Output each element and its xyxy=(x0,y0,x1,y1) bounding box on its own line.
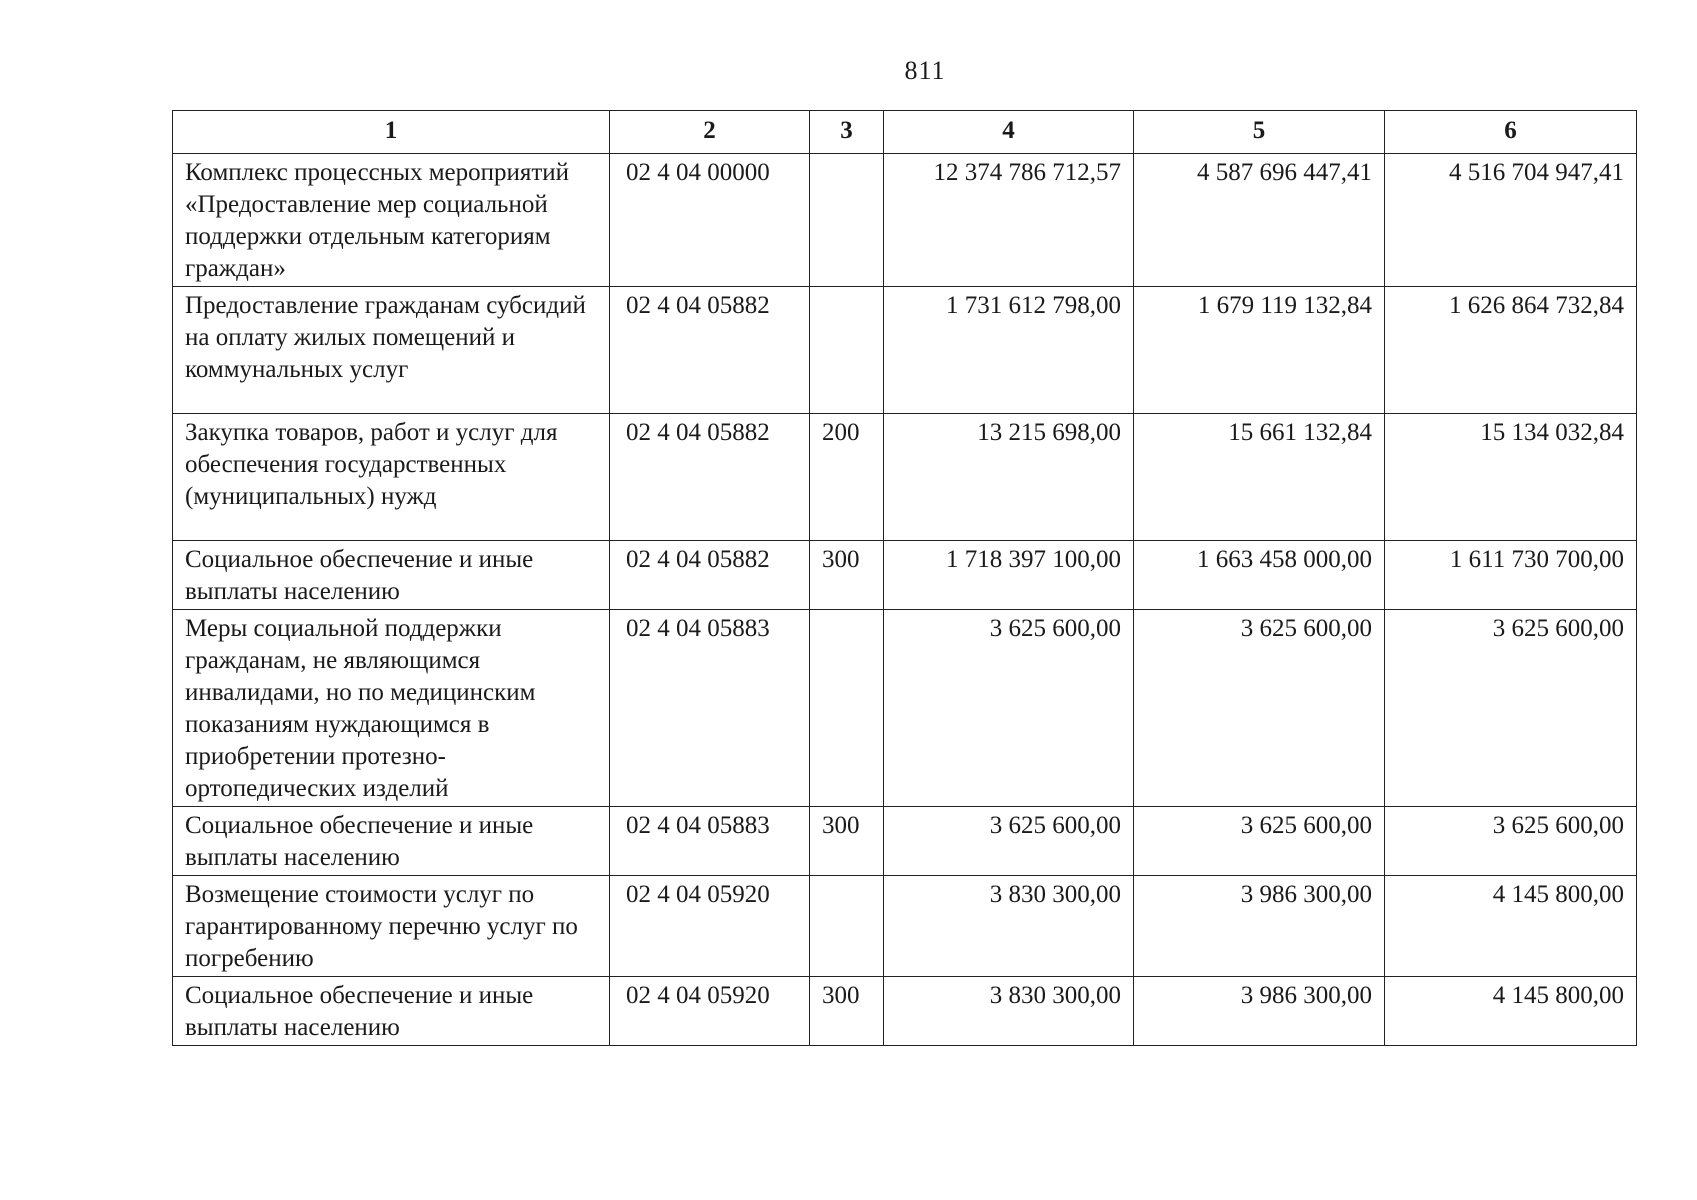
table-row xyxy=(173,807,1637,876)
row-code: 02 4 04 05883 xyxy=(610,807,810,876)
row-code: 02 4 04 05883 xyxy=(610,610,810,807)
row-value-5: 3 986 300,00 xyxy=(1134,977,1385,1046)
row-value-5: 1 663 458 000,00 xyxy=(1134,541,1385,610)
row-name: Комплекс процессных мероприятий «Предоставление мер социальной поддержки отдельным категориям граждан» xyxy=(173,154,610,287)
table-row xyxy=(173,414,1637,541)
row-expense-type xyxy=(810,154,884,287)
row-expense-type xyxy=(810,287,884,414)
page-number: 811 xyxy=(904,56,946,85)
row-value-6: 1 611 730 700,00 xyxy=(1385,541,1637,610)
row-value-5: 4 587 696 447,41 xyxy=(1134,154,1385,287)
row-expense-type: 200 xyxy=(810,414,884,541)
table-row xyxy=(173,287,1637,414)
row-value-5: 3 625 600,00 xyxy=(1134,807,1385,876)
row-value-4: 3 625 600,00 xyxy=(884,610,1134,807)
column-header: 5 xyxy=(1134,111,1385,154)
row-code: 02 4 04 05920 xyxy=(610,977,810,1046)
table-row xyxy=(173,876,1637,977)
column-header: 3 xyxy=(810,111,884,154)
row-expense-type xyxy=(810,610,884,807)
row-value-5: 3 625 600,00 xyxy=(1134,610,1385,807)
row-value-5: 3 986 300,00 xyxy=(1134,876,1385,977)
column-header: 4 xyxy=(884,111,1134,154)
row-code: 02 4 04 05882 xyxy=(610,287,810,414)
row-name: Меры социальной поддержки гражданам, не являющимся инвалидами, но по медицинским показаниям нуждающимся в приобретении протезно-ортопедических изделий xyxy=(173,610,610,807)
table-row xyxy=(173,541,1637,610)
row-value-4: 12 374 786 712,57 xyxy=(884,154,1134,287)
row-expense-type xyxy=(810,876,884,977)
row-expense-type: 300 xyxy=(810,807,884,876)
row-value-4: 3 625 600,00 xyxy=(884,807,1134,876)
table-header xyxy=(173,111,1637,154)
row-name: Социальное обеспечение и иные выплаты населению xyxy=(173,977,610,1046)
header-row xyxy=(173,111,1637,154)
row-name: Закупка товаров, работ и услуг для обеспечения государственных (муниципальных) нужд xyxy=(173,414,610,541)
row-value-6: 15 134 032,84 xyxy=(1385,414,1637,541)
row-value-6: 1 626 864 732,84 xyxy=(1385,287,1637,414)
table-row xyxy=(173,154,1637,287)
table-body xyxy=(173,154,1637,1046)
row-value-4: 3 830 300,00 xyxy=(884,977,1134,1046)
table-row xyxy=(173,610,1637,807)
row-value-4: 1 718 397 100,00 xyxy=(884,541,1134,610)
row-name: Возмещение стоимости услуг по гарантированному перечню услуг по погребению xyxy=(173,876,610,977)
row-expense-type: 300 xyxy=(810,541,884,610)
row-value-5: 1 679 119 132,84 xyxy=(1134,287,1385,414)
table-row xyxy=(173,977,1637,1046)
row-value-5: 15 661 132,84 xyxy=(1134,414,1385,541)
budget-table-container xyxy=(172,110,1636,1046)
column-header: 1 xyxy=(173,111,610,154)
budget-table xyxy=(172,110,1637,1046)
column-header: 6 xyxy=(1385,111,1637,154)
row-name: Социальное обеспечение и иные выплаты населению xyxy=(173,541,610,610)
row-value-6: 3 625 600,00 xyxy=(1385,807,1637,876)
row-value-4: 13 215 698,00 xyxy=(884,414,1134,541)
row-value-6: 3 625 600,00 xyxy=(1385,610,1637,807)
column-header: 2 xyxy=(610,111,810,154)
row-value-6: 4 145 800,00 xyxy=(1385,876,1637,977)
row-code: 02 4 04 00000 xyxy=(610,154,810,287)
row-name: Социальное обеспечение и иные выплаты населению xyxy=(173,807,610,876)
row-expense-type: 300 xyxy=(810,977,884,1046)
row-value-6: 4 516 704 947,41 xyxy=(1385,154,1637,287)
row-name: Предоставление гражданам субсидий на оплату жилых помещений и коммунальных услуг xyxy=(173,287,610,414)
row-code: 02 4 04 05882 xyxy=(610,414,810,541)
row-value-6: 4 145 800,00 xyxy=(1385,977,1637,1046)
row-value-4: 1 731 612 798,00 xyxy=(884,287,1134,414)
row-code: 02 4 04 05920 xyxy=(610,876,810,977)
row-code: 02 4 04 05882 xyxy=(610,541,810,610)
row-value-4: 3 830 300,00 xyxy=(884,876,1134,977)
